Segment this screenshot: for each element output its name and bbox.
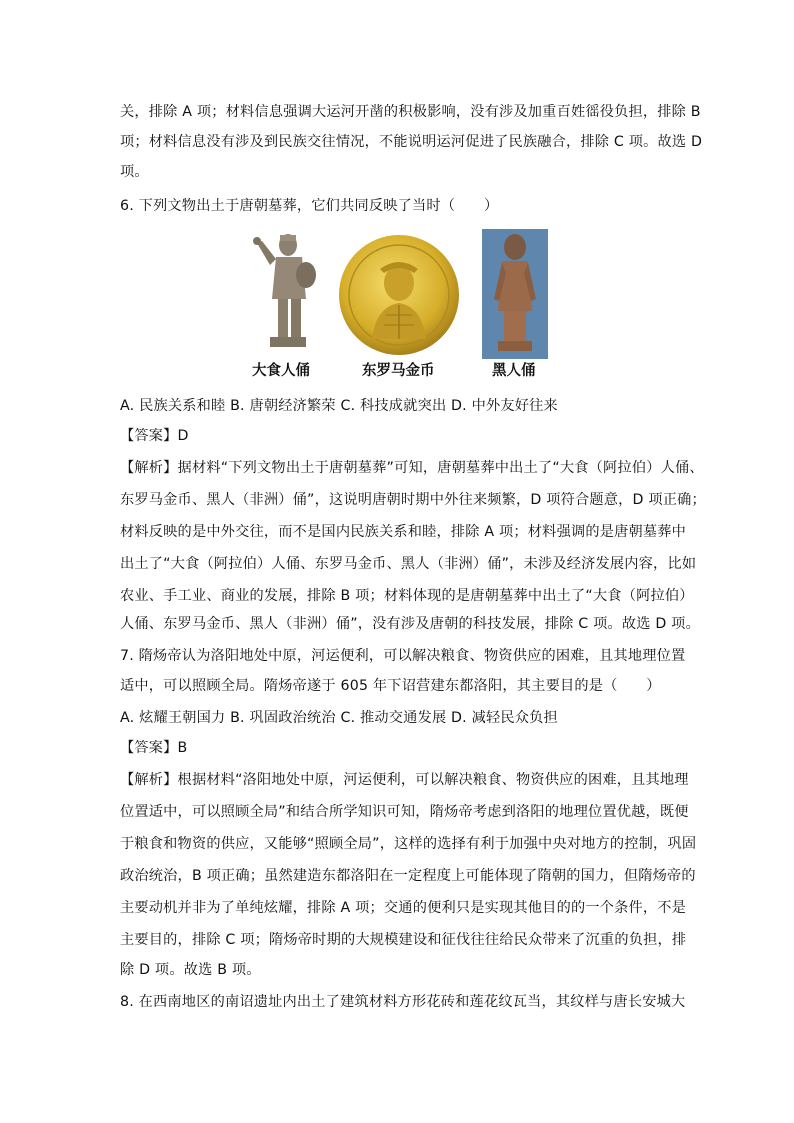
arab-figurine-image [240,229,320,359]
answer-6: 【答案】D [120,428,189,444]
analysis-line: 于粮食和物资的供应，又能够“照顾全局”，这样的选择有利于加强中央对地方的控制，巩固 [120,836,697,852]
analysis-line: 东罗马金币、黑人（非洲）俑”，这说明唐朝时期中外往来频繁，D 项符合题意，D 项正确； [120,492,706,508]
analysis-line: 人俑、东罗马金币、黑人（非洲）俑”，没有涉及唐朝的科技发展，排除 C 项。故选 D 项。 [120,616,700,632]
analysis-line: 【解析】据材料“下列文物出土于唐朝墓葬”可知，唐朝墓葬中出土了“大食（阿拉伯）人俑、 [120,460,704,476]
question-6: 6. 下列文物出土于唐朝墓葬，它们共同反映了当时（ ） [120,198,499,214]
analysis-line: 主要目的，排除 C 项；隋炀帝时期的大规模建设和征伐往往给民众带来了沉重的负担，排 [120,932,687,948]
text-line: 关，排除 A 项；材料信息强调大运河开凿的积极影响，没有涉及加重百姓徭役负担，排除 B [120,104,701,120]
question-8: 8. 在西南地区的南诏遗址内出土了建筑材料方形花砖和莲花纹瓦当，其纹样与唐长安城大 [120,994,686,1010]
analysis-line: 除 D 项。故选 B 项。 [120,962,261,978]
caption-african-figurine: 黑人俑 [492,363,536,379]
artifact-figures [240,229,560,379]
question-7: 7. 隋炀帝认为洛阳地处中原，河运便利，可以解决粮食、物资供应的困难，且其地理位置 [120,648,686,664]
caption-roman-coin: 东罗马金币 [362,363,435,379]
question-7-cont: 适中，可以照顾全局。隋炀帝遂于 605 年下诏营建东都洛阳，其主要目的是（ ） [120,678,661,694]
analysis-line: 材料反映的是中外交往，而不是国内民族关系和睦，排除 A 项；材料强调的是唐朝墓葬中 [120,524,687,540]
analysis-line: 主要动机并非为了单纯炫耀，排除 A 项；交通的便利只是实现其他目的的一个条件，不是 [120,900,687,916]
analysis-line: 政治统治，B 项正确；虽然建造东都洛阳在一定程度上可能体现了隋朝的国力，但隋炀帝的 [120,868,696,884]
answer-7: 【答案】B [120,740,188,756]
caption-arab-figurine: 大食人俑 [252,363,310,379]
options-7: A. 炫耀王朝国力 B. 巩固政治统治 C. 推动交通发展 D. 减轻民众负担 [120,710,558,726]
byzantine-gold-coin-image [336,233,462,357]
text-line: 项；材料信息没有涉及到民族交往情况，不能说明运河促进了民族融合，排除 C 项。故选 D [120,134,703,150]
text-line: 项。 [120,164,149,180]
analysis-line: 【解析】根据材料“洛阳地处中原，河运便利，可以解决粮食、物资供应的困难，且其地理 [120,772,689,788]
analysis-line: 位置适中，可以照顾全局”和结合所学知识可知，隋炀帝考虑到洛阳的地理位置优越，既便 [120,804,689,820]
african-figurine-image [482,229,548,359]
analysis-line: 出土了“大食（阿拉伯）人俑、东罗马金币、黑人（非洲）俑”，未涉及经济发展内容，比如 [120,556,697,572]
analysis-line: 农业、手工业、商业的发展，排除 B 项；材料体现的是唐朝墓葬中出土了“大食（阿拉伯） [120,588,694,604]
options-6: A. 民族关系和睦 B. 唐朝经济繁荣 C. 科技成就突出 D. 中外友好往来 [120,398,558,414]
